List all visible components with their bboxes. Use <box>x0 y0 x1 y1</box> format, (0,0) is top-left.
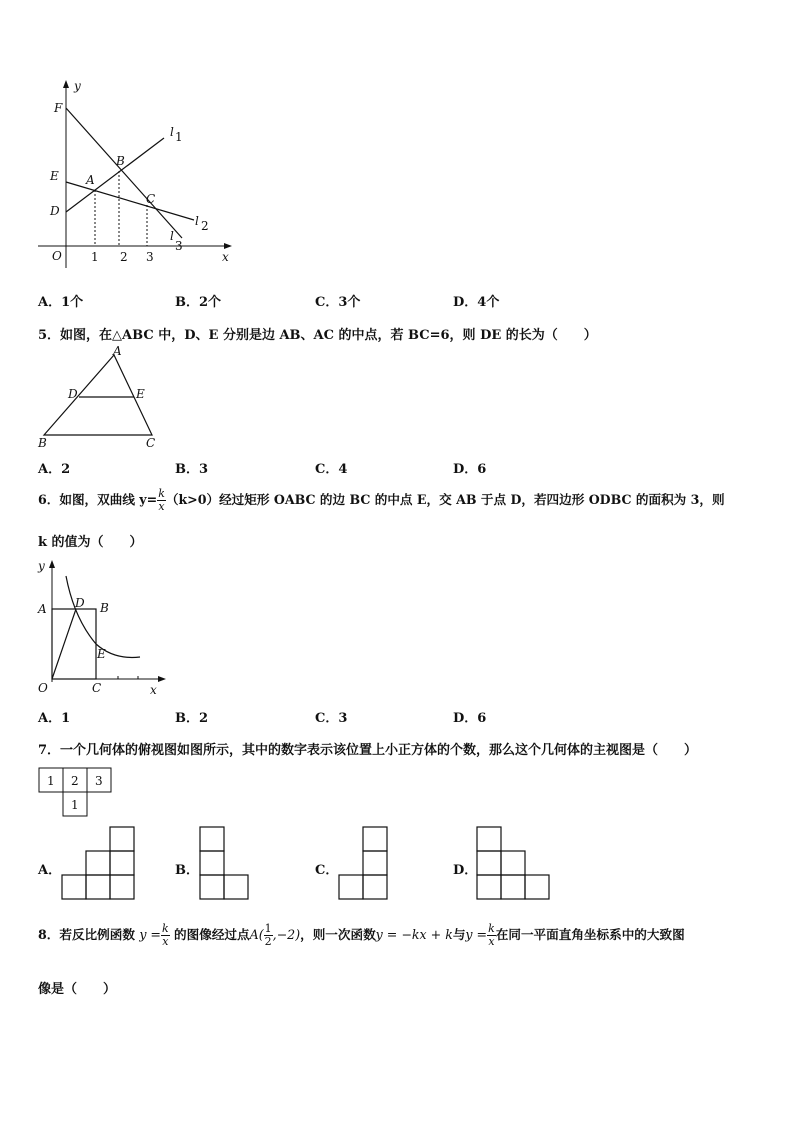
q4-option-d: D．4个 <box>453 295 500 310</box>
q4-line-l3 <box>66 108 182 238</box>
q4-tick: 1 <box>91 250 99 264</box>
q6-rectangle <box>52 609 96 679</box>
q5-option-c: C．4 <box>315 462 348 477</box>
q4-label: x <box>222 250 229 264</box>
q5-question-text: 5．如图，在△ABC 中，D、E 分别是边 AB、AC 的中点，若 BC=6，则 DE 的长为（ ） <box>38 328 597 343</box>
q7-option-b-letter: B． <box>175 863 199 878</box>
q7-grid-cell: 3 <box>95 774 103 788</box>
q4-tick: 2 <box>120 250 128 264</box>
q7-option-d-figure <box>475 825 565 905</box>
q8-question-text-line2: 像是（ ） <box>38 982 117 997</box>
q4-label: B <box>116 154 125 168</box>
q4-label: C <box>146 192 156 206</box>
q8-point-a: A( <box>249 927 264 942</box>
q6-text-prefix: 6．如图，双曲线 y= <box>38 492 158 507</box>
q6-label: O <box>38 681 48 695</box>
q6-label: A <box>38 602 47 616</box>
q8-text-part: ，则一次函数 <box>300 927 376 942</box>
q4-label: y <box>74 79 81 93</box>
q6-fraction <box>157 488 166 513</box>
q6-question-text-line2: k 的值为（ ） <box>38 535 143 550</box>
q4-label: l <box>170 125 174 139</box>
q7-option-b-figure <box>198 825 278 905</box>
q8-point-a-tail: ,−2) <box>272 927 301 942</box>
q6-text-suffix: （k>0）经过矩形 OABC 的边 BC 的中点 E，交 AB 于点 D，若四边形 ODBC 的面积为 3，则 <box>165 492 725 507</box>
q8-frac-den: x <box>488 935 495 948</box>
q6-label: C <box>92 681 102 695</box>
q6-label: B <box>100 601 109 615</box>
q8-fraction-k-x <box>161 923 170 948</box>
q5-figure <box>34 343 164 453</box>
q8-frac-den: x <box>162 935 169 948</box>
q5-label: D <box>68 387 78 401</box>
q8-text-part: 在同一平面直角坐标系中的大致图 <box>495 927 685 942</box>
q5-label: C <box>146 436 156 450</box>
q8-text-part: 的图像经过点 <box>174 927 250 942</box>
q6-option-d: D．6 <box>453 711 487 726</box>
q6-frac-den: x <box>158 500 165 513</box>
q8-text-part: 与 <box>452 927 466 942</box>
q6-figure <box>34 558 174 698</box>
q7-grid-cell: 1 <box>71 798 79 812</box>
q4-tick: 3 <box>146 250 154 264</box>
q5-label: B <box>38 436 47 450</box>
q7-option-c-letter: C． <box>315 863 339 878</box>
q4-label: 2 <box>201 219 209 233</box>
q7-top-view-grid <box>38 767 118 819</box>
q4-label: E <box>50 169 59 183</box>
q8-half-num: 1 <box>264 922 272 935</box>
q8-question-text <box>38 923 685 948</box>
q4-label: 3 <box>175 239 183 253</box>
q7-option-a-figure <box>60 825 140 905</box>
q7-option-c-figure <box>337 825 417 905</box>
q4-option-c: C．3个 <box>315 295 361 310</box>
q4-option-b: B．2个 <box>175 295 222 310</box>
q5-label: E <box>136 387 145 401</box>
q4-option-a: A．1个 <box>38 295 84 310</box>
q6-option-b: B．2 <box>175 711 209 726</box>
q4-label: D <box>50 204 60 218</box>
q6-hyperbola <box>66 576 140 657</box>
q4-label: O <box>52 249 62 263</box>
q8-fraction-half <box>264 923 273 948</box>
q4-label: l <box>170 229 174 243</box>
q6-option-a: A．1 <box>38 711 71 726</box>
q8-frac-num: k <box>488 922 495 935</box>
q6-label: y <box>38 559 45 573</box>
q4-label: l <box>195 214 199 228</box>
q8-frac-num: k <box>161 922 169 935</box>
q7-question-text: 7．一个几何体的俯视图如图所示，其中的数字表示该位置上小正方体的个数，那么这个几何体的主视图是（ ） <box>38 743 698 758</box>
q7-option-d-letter: D． <box>453 863 478 878</box>
q4-figure <box>34 78 234 278</box>
q7-grid-cell: 2 <box>71 774 79 788</box>
q8-text-part: 8．若反比例函数 <box>38 927 135 942</box>
q6-label: x <box>150 683 157 697</box>
q6-frac-num: k <box>158 487 165 500</box>
q4-label: 1 <box>175 130 183 144</box>
q4-label: F <box>54 101 63 115</box>
q8-fraction-k-x-2 <box>487 923 496 948</box>
q8-linear-function: y = −kx + k <box>375 927 453 942</box>
q7-grid-cell: 1 <box>47 774 55 788</box>
q4-label: A <box>86 173 95 187</box>
q6-label: E <box>97 647 106 661</box>
q5-option-d: D．6 <box>453 462 487 477</box>
q5-label: A <box>113 344 122 358</box>
q6-question-text <box>38 488 725 513</box>
q4-line-l2 <box>66 182 194 220</box>
q8-math: y = <box>465 927 488 942</box>
q8-math: y = <box>139 927 161 942</box>
q7-option-a-letter: A． <box>38 863 62 878</box>
q5-option-b: B．3 <box>175 462 209 477</box>
q6-label: D <box>75 596 85 610</box>
q5-option-a: A．2 <box>38 462 71 477</box>
q8-half-den: 2 <box>264 935 272 948</box>
q6-option-c: C．3 <box>315 711 348 726</box>
